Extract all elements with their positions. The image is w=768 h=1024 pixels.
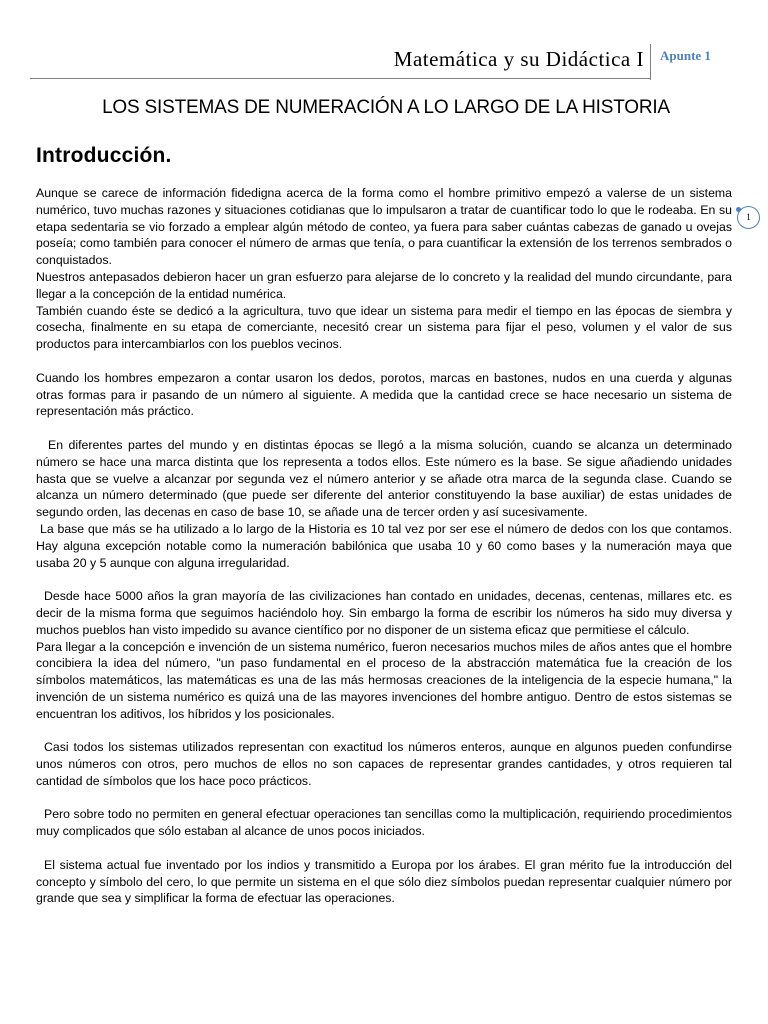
course-title: Matemática y su Didáctica I <box>393 47 644 71</box>
document-body <box>36 185 732 907</box>
paragraph: El sistema actual fue inventado por los indios y transmitido a Europa por los árabes. El gran mérito fue la introducción del concepto y símbolo del cero, lo que permite un sistema en el que sólo diez símbolos puedan representar cualquier número por grande que sea y simplificar la forma de efectuar las operaciones. <box>36 857 732 906</box>
paragraph: Para llegar a la concepción e invención de un sistema numérico, fueron necesarios muchos miles de años antes que el hombre concibiera la idea del número, "un paso fundamental en el proceso de la abstracción matemática fue la creación de los símbolos matemáticos, las matemáticas es una de las más hermosas creaciones de la inteligencia de la especie humana," la invención de un sistema numérico es quizá una de las mayores invenciones del hombre antiguo. Dentro de estos sistemas se encuentran los aditivos, los híbridos y los posicionales. <box>36 639 732 721</box>
paragraph: Cuando los hombres empezaron a contar usaron los dedos, porotos, marcas en bastones, nudos en una cuerda y algunas otras formas para ir pasando de un número al siguiente. A medida que la cantidad crece se hace necesario un sistema de representación más práctico. <box>36 370 732 419</box>
paragraph: En diferentes partes del mundo y en distintas épocas se llegó a la misma solución, cuando se alcanza un determinado número se hace una marca distinta que los representa a todos ellos. Este número es la base. Se sigue añadiendo unidades hasta que se vuelve a alcanzar por segunda vez el número anterior y se añade otra marca de la segunda clase. Cuando se alcanza un número determinado (que puede ser diferente del anterior constituyendo la base auxiliar) de estas unidades de segundo orden, las decenas en caso de base 10, se añade una de tercer orden y así sucesivamente. <box>36 437 732 520</box>
header-divider <box>30 78 650 79</box>
document-tag: Apunte 1 <box>660 48 711 63</box>
paragraph: Nuestros antepasados debieron hacer un gran esfuerzo para alejarse de lo concreto y la realidad del mundo circundante, para llegar a la concepción de la entidad numérica. <box>36 269 732 301</box>
paragraph: Casi todos los sistemas utilizados representan con exactitud los números enteros, aunque en algunos pueden confundirse unos números con otros, pero muchos de ellos no son capaces de representar grandes cantidades, y otros requieren tal cantidad de símbolos que los hace poco prácticos. <box>36 740 732 788</box>
header-vertical-divider <box>650 44 651 80</box>
paragraph: La base que más se ha utilizado a lo largo de la Historia es 10 tal vez por ser ese el número de dedos con los que contamos. Hay alguna excepción notable como la numeración babilónica que usaba 10 y 60 como bases y la numeración maya que usaba 20 y 5 aunque con alguna irregularidad. <box>36 521 732 570</box>
page-number-badge: 1 <box>737 206 760 229</box>
document-title: LOS SISTEMAS DE NUMERACIÓN A LO LARGO DE LA HISTORIA <box>102 97 670 118</box>
section-heading: Introducción. <box>36 144 172 167</box>
paragraph: Pero sobre todo no permiten en general efectuar operaciones tan sencillas como la multiplicación, requiriendo procedimientos muy complicados que sólo estaban al alcance de unos pocos iniciados. <box>36 807 732 839</box>
paragraph: Aunque se carece de información fidedigna acerca de la forma como el hombre primitivo empezó a valerse de un sistema numérico, tuvo muchas razones y situaciones cotidianas que lo impulsaron a tratar de cuantificar todo lo que le rodeaba. En su etapa sedentaria se vio forzado a emplear algún método de conteo, ya fuera para saber cuántas cabezas de ganado u ovejas poseía; como también para conocer el número de armas que tenía, o para cuantificar la extensión de los terrenos sembrados o conquistados. <box>36 186 732 268</box>
paragraph: Desde hace 5000 años la gran mayoría de las civilizaciones han contado en unidades, decenas, centenas, millares etc. es decir de la misma forma que seguimos haciéndolo hoy. Sin embargo la forma de escribir los números ha sido muy diversa y muchos pueblos han visto impedido su avance científico por no disponer de un sistema eficaz que permitiese el cálculo. <box>36 589 732 637</box>
paragraph: También cuando éste se dedicó a la agricultura, tuvo que idear un sistema para medir el tiempo en las épocas de siembra y cosecha, finalmente en su etapa de comerciante, necesitó crear un sistema para fijar el peso, volumen y el valor de sus productos para intercambiarlos con los pueblos vecinos. <box>36 303 732 352</box>
